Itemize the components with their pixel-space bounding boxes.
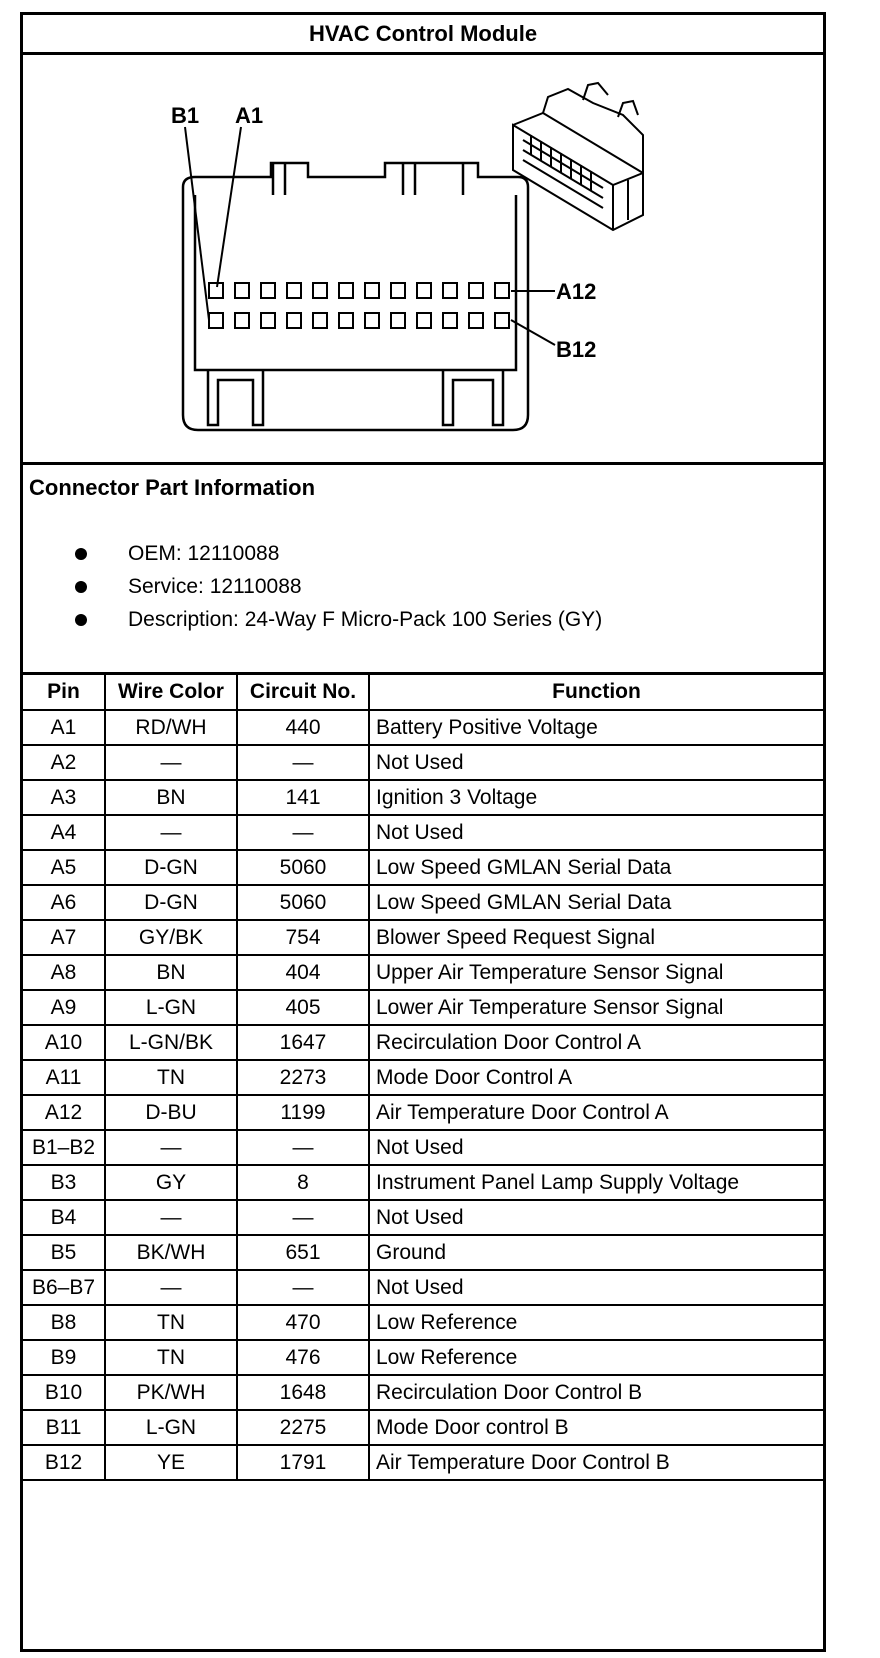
- wire-color-cell: D-BU: [105, 1095, 237, 1130]
- pin-cell: A12: [23, 1095, 105, 1130]
- wire-color-cell: —: [105, 745, 237, 780]
- list-item: [23, 603, 602, 636]
- pin-table-header: [23, 675, 823, 710]
- wire-color-cell: —: [105, 1270, 237, 1305]
- table-row: [23, 990, 823, 1025]
- pin-cell: A4: [23, 815, 105, 850]
- pin-row-a: [209, 283, 509, 298]
- wire-color-cell: TN: [105, 1340, 237, 1375]
- table-row: [23, 920, 823, 955]
- wire-color-cell: BN: [105, 955, 237, 990]
- pin-cell: B4: [23, 1200, 105, 1235]
- wire-color-cell: L-GN/BK: [105, 1025, 237, 1060]
- pin-cell: A5: [23, 850, 105, 885]
- circuit-no-cell: —: [237, 1200, 369, 1235]
- module-title: HVAC Control Module: [23, 15, 823, 55]
- table-row: [23, 955, 823, 990]
- function-cell: Lower Air Temperature Sensor Signal: [369, 990, 823, 1025]
- function-cell: Battery Positive Voltage: [369, 710, 823, 745]
- pin-cell: B1–B2: [23, 1130, 105, 1165]
- circuit-no-cell: 1647: [237, 1025, 369, 1060]
- table-row: [23, 885, 823, 920]
- label-a1: A1: [235, 103, 264, 128]
- wire-color-cell: GY: [105, 1165, 237, 1200]
- function-cell: Ignition 3 Voltage: [369, 780, 823, 815]
- pin-cell: B9: [23, 1340, 105, 1375]
- pin-table: [23, 675, 823, 1481]
- circuit-no-cell: 405: [237, 990, 369, 1025]
- function-cell: Low Speed GMLAN Serial Data: [369, 850, 823, 885]
- table-row: [23, 1165, 823, 1200]
- pin-cell: A8: [23, 955, 105, 990]
- function-cell: Blower Speed Request Signal: [369, 920, 823, 955]
- table-row: [23, 1445, 823, 1480]
- function-cell: Instrument Panel Lamp Supply Voltage: [369, 1165, 823, 1200]
- label-b1: B1: [171, 103, 200, 128]
- connector-description: Description: 24-Way F Micro-Pack 100 Series (GY): [128, 607, 603, 631]
- circuit-no-cell: —: [237, 1270, 369, 1305]
- connector-sheet: [20, 12, 826, 1652]
- oem-part-number: OEM: 12110088: [128, 541, 280, 565]
- table-row: [23, 710, 823, 745]
- circuit-no-cell: —: [237, 815, 369, 850]
- connector-face-drawing: [23, 55, 823, 462]
- pin-row-b: [209, 313, 509, 328]
- function-cell: Mode Door control B: [369, 1410, 823, 1445]
- label-a12: A12: [556, 279, 597, 304]
- bullet-icon: [75, 614, 87, 626]
- circuit-no-cell: 651: [237, 1235, 369, 1270]
- circuit-no-cell: 754: [237, 920, 369, 955]
- function-cell: Not Used: [369, 1270, 823, 1305]
- header-function: Function: [369, 675, 823, 710]
- pin-cell: B6–B7: [23, 1270, 105, 1305]
- pin-cell: A10: [23, 1025, 105, 1060]
- table-row: [23, 745, 823, 780]
- function-cell: Air Temperature Door Control B: [369, 1445, 823, 1480]
- circuit-no-cell: 2273: [237, 1060, 369, 1095]
- function-cell: Not Used: [369, 1200, 823, 1235]
- header-pin: Pin: [23, 675, 105, 710]
- function-cell: Low Reference: [369, 1340, 823, 1375]
- circuit-no-cell: 8: [237, 1165, 369, 1200]
- wire-color-cell: BK/WH: [105, 1235, 237, 1270]
- function-cell: Ground: [369, 1235, 823, 1270]
- label-b12: B12: [556, 337, 597, 362]
- function-cell: Low Speed GMLAN Serial Data: [369, 885, 823, 920]
- table-row: [23, 1095, 823, 1130]
- pin-cell: B8: [23, 1305, 105, 1340]
- table-row: [23, 1130, 823, 1165]
- header-circuit-no: Circuit No.: [237, 675, 369, 710]
- wire-color-cell: —: [105, 815, 237, 850]
- function-cell: Not Used: [369, 815, 823, 850]
- table-row: [23, 1200, 823, 1235]
- bullet-icon: [75, 548, 87, 560]
- circuit-no-cell: 1791: [237, 1445, 369, 1480]
- pin-cell: B3: [23, 1165, 105, 1200]
- service-part-number: Service: 12110088: [128, 574, 302, 598]
- wire-color-cell: TN: [105, 1060, 237, 1095]
- wire-color-cell: D-GN: [105, 850, 237, 885]
- pin-cell: A2: [23, 745, 105, 780]
- pin-cell: A9: [23, 990, 105, 1025]
- connector-diagram: [23, 55, 823, 465]
- wire-color-cell: D-GN: [105, 885, 237, 920]
- circuit-no-cell: 141: [237, 780, 369, 815]
- table-row: [23, 1305, 823, 1340]
- table-row: [23, 1235, 823, 1270]
- pin-cell: B5: [23, 1235, 105, 1270]
- wire-color-cell: —: [105, 1130, 237, 1165]
- circuit-no-cell: 440: [237, 710, 369, 745]
- pin-cell: A11: [23, 1060, 105, 1095]
- pin-cell: A1: [23, 710, 105, 745]
- table-row: [23, 1025, 823, 1060]
- table-row: [23, 1410, 823, 1445]
- table-row: [23, 1340, 823, 1375]
- wire-color-cell: —: [105, 1200, 237, 1235]
- bullet-icon: [75, 581, 87, 593]
- wire-color-cell: YE: [105, 1445, 237, 1480]
- circuit-no-cell: 1199: [237, 1095, 369, 1130]
- connector-isometric-view: [513, 83, 643, 230]
- table-row: [23, 780, 823, 815]
- pin-cell: B10: [23, 1375, 105, 1410]
- circuit-no-cell: 470: [237, 1305, 369, 1340]
- function-cell: Not Used: [369, 1130, 823, 1165]
- pin-cell: A3: [23, 780, 105, 815]
- function-cell: Recirculation Door Control B: [369, 1375, 823, 1410]
- function-cell: Upper Air Temperature Sensor Signal: [369, 955, 823, 990]
- table-row: [23, 1270, 823, 1305]
- wire-color-cell: GY/BK: [105, 920, 237, 955]
- connector-info-list: [23, 537, 602, 636]
- list-item: [23, 570, 602, 603]
- circuit-no-cell: —: [237, 1130, 369, 1165]
- function-cell: Air Temperature Door Control A: [369, 1095, 823, 1130]
- function-cell: Low Reference: [369, 1305, 823, 1340]
- circuit-no-cell: 404: [237, 955, 369, 990]
- circuit-no-cell: 1648: [237, 1375, 369, 1410]
- pin-cell: A6: [23, 885, 105, 920]
- table-row: [23, 850, 823, 885]
- connector-part-info: [23, 465, 823, 675]
- wire-color-cell: L-GN: [105, 990, 237, 1025]
- function-cell: Mode Door Control A: [369, 1060, 823, 1095]
- connector-info-heading: Connector Part Information: [29, 475, 316, 500]
- table-row: [23, 1060, 823, 1095]
- list-item: [23, 537, 602, 570]
- wire-color-cell: BN: [105, 780, 237, 815]
- table-row: [23, 815, 823, 850]
- circuit-no-cell: —: [237, 745, 369, 780]
- function-cell: Not Used: [369, 745, 823, 780]
- pin-cell: B11: [23, 1410, 105, 1445]
- circuit-no-cell: 5060: [237, 850, 369, 885]
- wire-color-cell: L-GN: [105, 1410, 237, 1445]
- header-wire-color: Wire Color: [105, 675, 237, 710]
- circuit-no-cell: 5060: [237, 885, 369, 920]
- wire-color-cell: TN: [105, 1305, 237, 1340]
- pin-cell: B12: [23, 1445, 105, 1480]
- pin-cell: A7: [23, 920, 105, 955]
- wire-color-cell: RD/WH: [105, 710, 237, 745]
- circuit-no-cell: 2275: [237, 1410, 369, 1445]
- function-cell: Recirculation Door Control A: [369, 1025, 823, 1060]
- pin-table-body: [23, 710, 823, 1480]
- circuit-no-cell: 476: [237, 1340, 369, 1375]
- table-row: [23, 1375, 823, 1410]
- wire-color-cell: PK/WH: [105, 1375, 237, 1410]
